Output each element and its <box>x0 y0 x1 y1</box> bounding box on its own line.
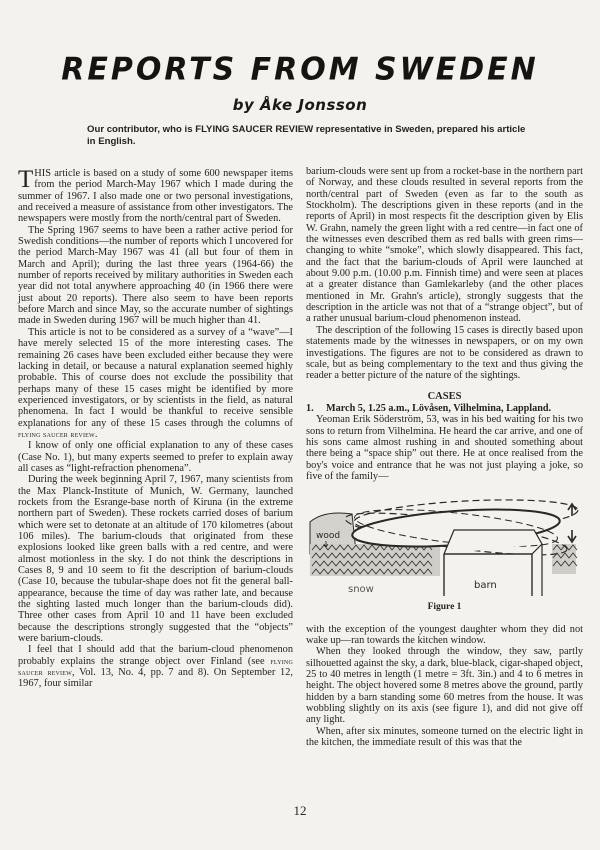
figure-caption: Figure 1 <box>427 602 462 613</box>
paragraph: During the week beginning April 7, 1967, many scientists from the Max Planck-Institute of Munich, W. Germany, launched rockets from the Esrange-base north of Kiruna (in the extreme northern part of Sweden). These rockets carried doses of barium which were set to detonate at an altitude of 170 kilometres (about 106 miles). The barium-clouds that originated from these explosions looked like green balls with a red centre, and were almost motionless in the sky. I do not think the descriptions in Cases 8, 9 and 10 seem to fit the description of barium-clouds (Case 10, because the tubular-shape does not fit the general ball-appearance, because the time of day was rather late, and because the sighting lasted much longer than the barium-clouds did). Three other cases from April 10 and 11 have been excluded because the descriptions strongly suggested that the “objects” were barium-clouds. <box>18 474 293 645</box>
paragraph: When, after six minutes, someone turned on the electric light in the kitchen, the immediate result of this was that the <box>306 725 583 749</box>
section-heading: CASES <box>427 390 462 402</box>
paragraph: This article is not to be considered as a survey of a “wave”—I have merely selected 15 of the more interesting cases. The remaining 26 cases have been excluded either because they were lacking in detail, or because a natural explanation seemed highly probable. This of course does not exclude the possibility that perhaps many of these 15 cases might be identified by more experienced investigators, or by scientists in the field, as natural phenomena. In fact I would be thankful to receive sensible explanations for any of these 15 cases through the columns of flying saucer review. <box>18 326 293 440</box>
drop-cap: T <box>18 166 34 193</box>
page-number: 12 <box>293 803 307 818</box>
paragraph: When they looked through the window, they saw, partly silhouetted against the sky, a dark, blue-black, cigar-shaped object, 25 to 40 metres in length (1 metre = 3ft. 3in.) and 4 to 6 metres in height. The object hovered some 8 metres above the ground, partly hidden by a barn standing some 60 metres from the house. It was wobbling slightly on its axis (see figure 1), and did not give off any light. <box>306 646 583 726</box>
snow-label: snow <box>348 584 374 596</box>
publication-name: FLYING SAUCER REVIEW <box>195 124 314 135</box>
paragraph: with the exception of the youngest daughter whom they did not wake up—ran towards the kitchen window. <box>306 623 583 646</box>
paragraph: I feel that I should add that the barium-cloud phenomenon probably explains the strange object over Finland (see flying saucer review, Vol. 13, No. 4, pp. 7 and 8). On September 12, 1967, four similar <box>18 644 293 690</box>
article-title: REPORTS FROM SWEDEN <box>61 51 539 88</box>
left-column <box>18 168 293 690</box>
ufo-sketch-icon <box>306 492 583 602</box>
right-column <box>306 166 583 748</box>
paragraph: THIS article is based on a study of some 600 newspaper items from the period March-May 1967 which I made during the summer of 1967. I also made one or two personal investigations, and received a measure of assistance from other investigators. The newspapers were mostly from the north/central part of Sweden. <box>18 166 293 225</box>
paragraph: The description of the following 15 cases is directly based upon statements made by the witnesses in newspapers, or on my own investigations. The figures are not to be considered as drawn to scale, but as being complementary to the text and thus giving the reader a better picture of the nature of the sightings. <box>306 324 583 382</box>
paragraph: Yeoman Erik Söderström, 53, was in his bed waiting for his two sons to return from Vilhelmina. He heard the car arrive, and one of his sons came almost rushing in and shouted something about there being a “space ship” out there. He at once realised from the boy's voice and entrance that he was not just playing a joke, so five of the family— <box>306 414 583 482</box>
case-heading: 1. March 5, 1.25 a.m., Lövåsen, Vilhelmina, Lappland. <box>306 402 552 414</box>
paragraph: I know of only one official explanation to any of these cases (Case No. 1), but many experts seemed to prefer to explain away all cases as “light-refraction phenomena”. <box>18 440 293 474</box>
publication-name: flying saucer review <box>18 428 95 439</box>
barn-label: barn <box>474 580 497 592</box>
author-byline: by Åke Jonsson <box>232 96 368 114</box>
publication-name: flying saucer review <box>18 655 293 678</box>
figure-1-illustration <box>306 492 583 602</box>
wood-label: wood <box>316 531 341 542</box>
paragraph: barium-clouds were sent up from a rocket-base in the northern part of Norway, and these clouds resulted in several reports from the north/central part of Sweden (even as far to the south as Stockholm). The descriptions given in these reports (and in the reports of April) in most respects fit the description given by Elis W. Grahn, namely the green light with a red centre—in fact one of the witnesses even described them as red balls with green rims—changing to white “smoke”, which slowly disappeared. This fact, and the fact that the barium-clouds of April were launched at about 9.00 p.m. (10.00 p.m. Finnish time) and were seen at places at a greater distance than Gamlekarleby (and the other places mentioned in Mr. Grahn's article), strongly suggests that the description in the article was not that of a “strange object”, but of a rather unusual barium-cloud phenomenon instead. <box>306 166 583 325</box>
editor-intro: Our contributor, who is FLYING SAUCER REVIEW representative in Sweden, prepared his article in English. <box>87 124 526 147</box>
paragraph: The Spring 1967 seems to have been a rather active period for Swedish conditions—the number of reports which I uncovered for the period March-May 1967 was 41 (all but four of them in March and April); during the last three years (1964-66) the number of reports received by military authorities in Sweden each year did not total anywhere approaching 40 (in 1966 there were just about 20 reports). There also seem to have been reports before March and since May, so the accurate number of sightings made in Sweden during 1967 will be much higher than 41. <box>18 224 293 327</box>
